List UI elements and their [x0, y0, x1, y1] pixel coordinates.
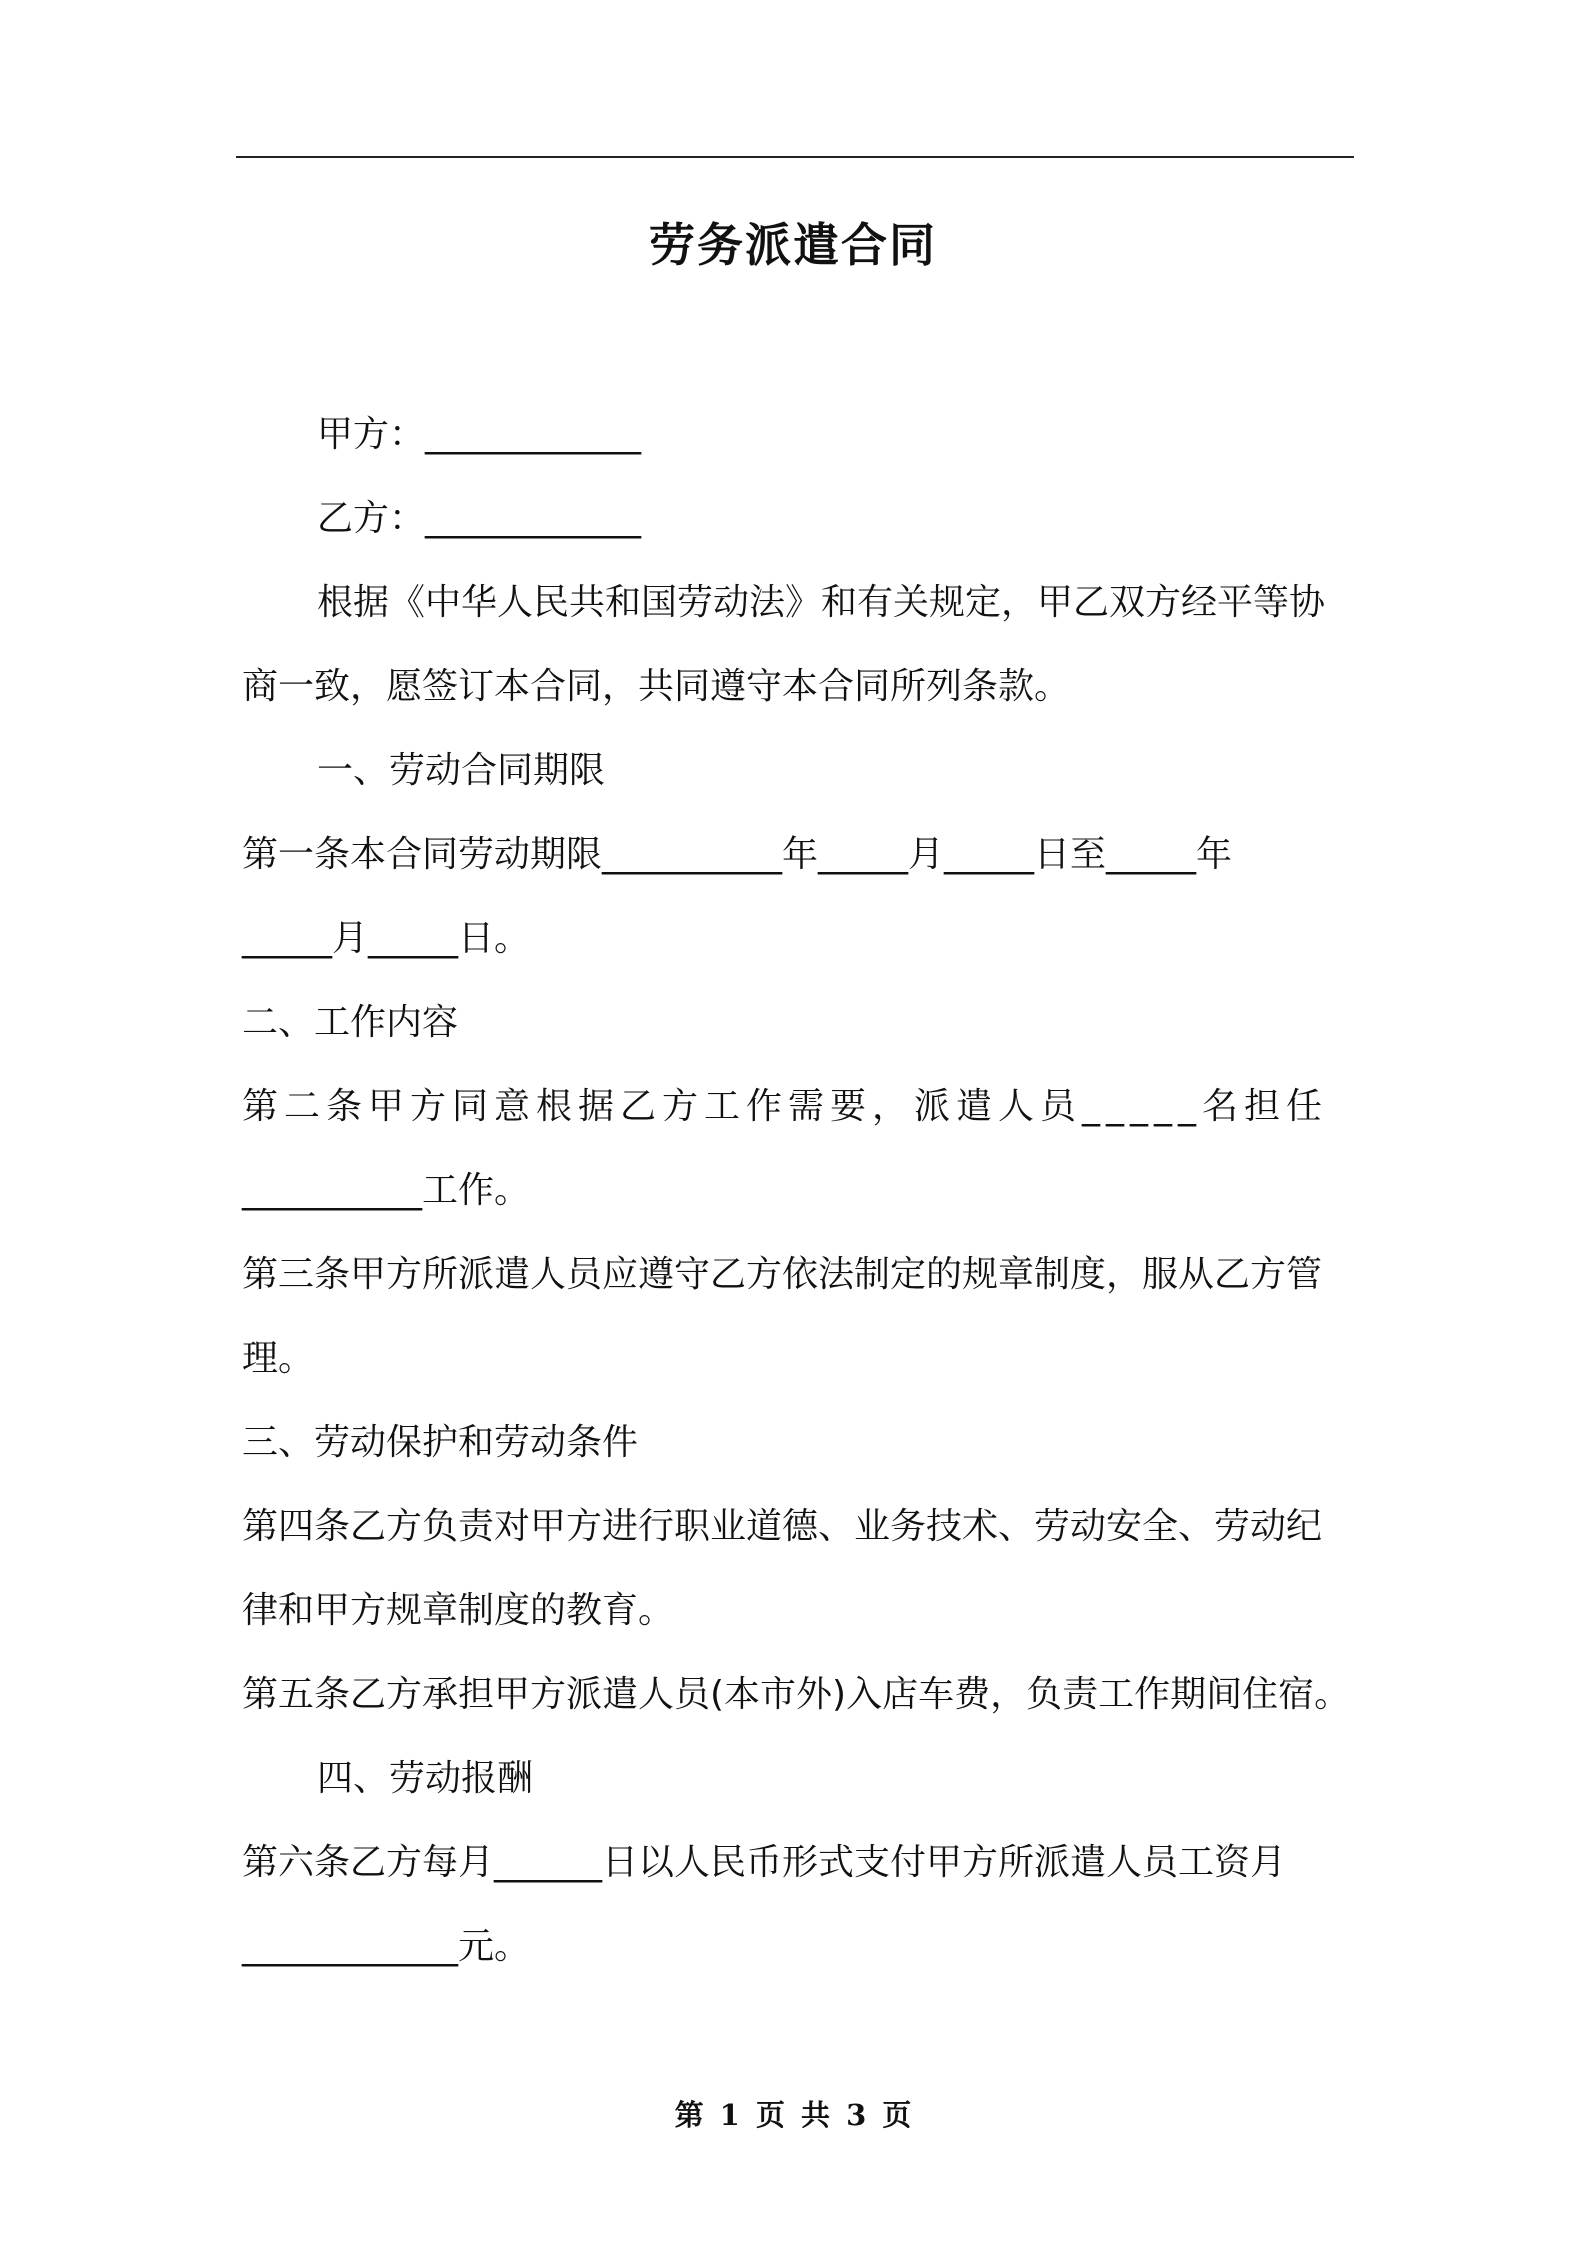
article-1-line-1: 第一条本合同劳动期限__________年_____月_____日至_____年	[242, 834, 1233, 875]
preamble-line-2: 商一致，愿签订本合同，共同遵守本合同所列条款。	[242, 666, 1071, 707]
article-4-line-1: 第四条乙方负责对甲方进行职业道德、业务技术、劳动安全、劳动纪	[242, 1506, 1323, 1547]
article-2-line-1: 第二条甲方同意根据乙方工作需要，派遣人员_____名担任	[242, 1086, 1329, 1127]
article-3-line-2: 理。	[242, 1338, 315, 1379]
preamble-line-1: 根据《中华人民共和国劳动法》和有关规定，甲乙双方经平等协	[317, 582, 1326, 623]
article-1-line-2: _____月_____日。	[242, 918, 531, 959]
article-5-line: 第五条乙方承担甲方派遣人员(本市外)入店车费，负责工作期间住宿。	[242, 1674, 1351, 1715]
section-2-heading: 二、工作内容	[242, 1002, 459, 1043]
document-title: 劳务派遣合同	[649, 218, 937, 272]
article-2-line-2: __________工作。	[242, 1170, 531, 1211]
article-3-line-1: 第三条甲方所派遣人员应遵守乙方依法制定的规章制度，服从乙方管	[242, 1254, 1323, 1295]
header-divider	[236, 156, 1354, 158]
article-4-line-2: 律和甲方规章制度的教育。	[242, 1590, 675, 1631]
page-number-footer: 第 1 页 共 3 页	[674, 2098, 912, 2132]
party-a-line: 甲方：____________	[317, 414, 642, 455]
party-b-line: 乙方：____________	[317, 498, 642, 539]
article-6-line-2: ____________元。	[242, 1926, 531, 1967]
article-6-line-1: 第六条乙方每月______日以人民币形式支付甲方所派遣人员工资月	[242, 1842, 1287, 1883]
section-4-heading: 四、劳动报酬	[317, 1758, 534, 1799]
section-1-heading: 一、劳动合同期限	[317, 750, 606, 791]
section-3-heading: 三、劳动保护和劳动条件	[242, 1422, 639, 1463]
